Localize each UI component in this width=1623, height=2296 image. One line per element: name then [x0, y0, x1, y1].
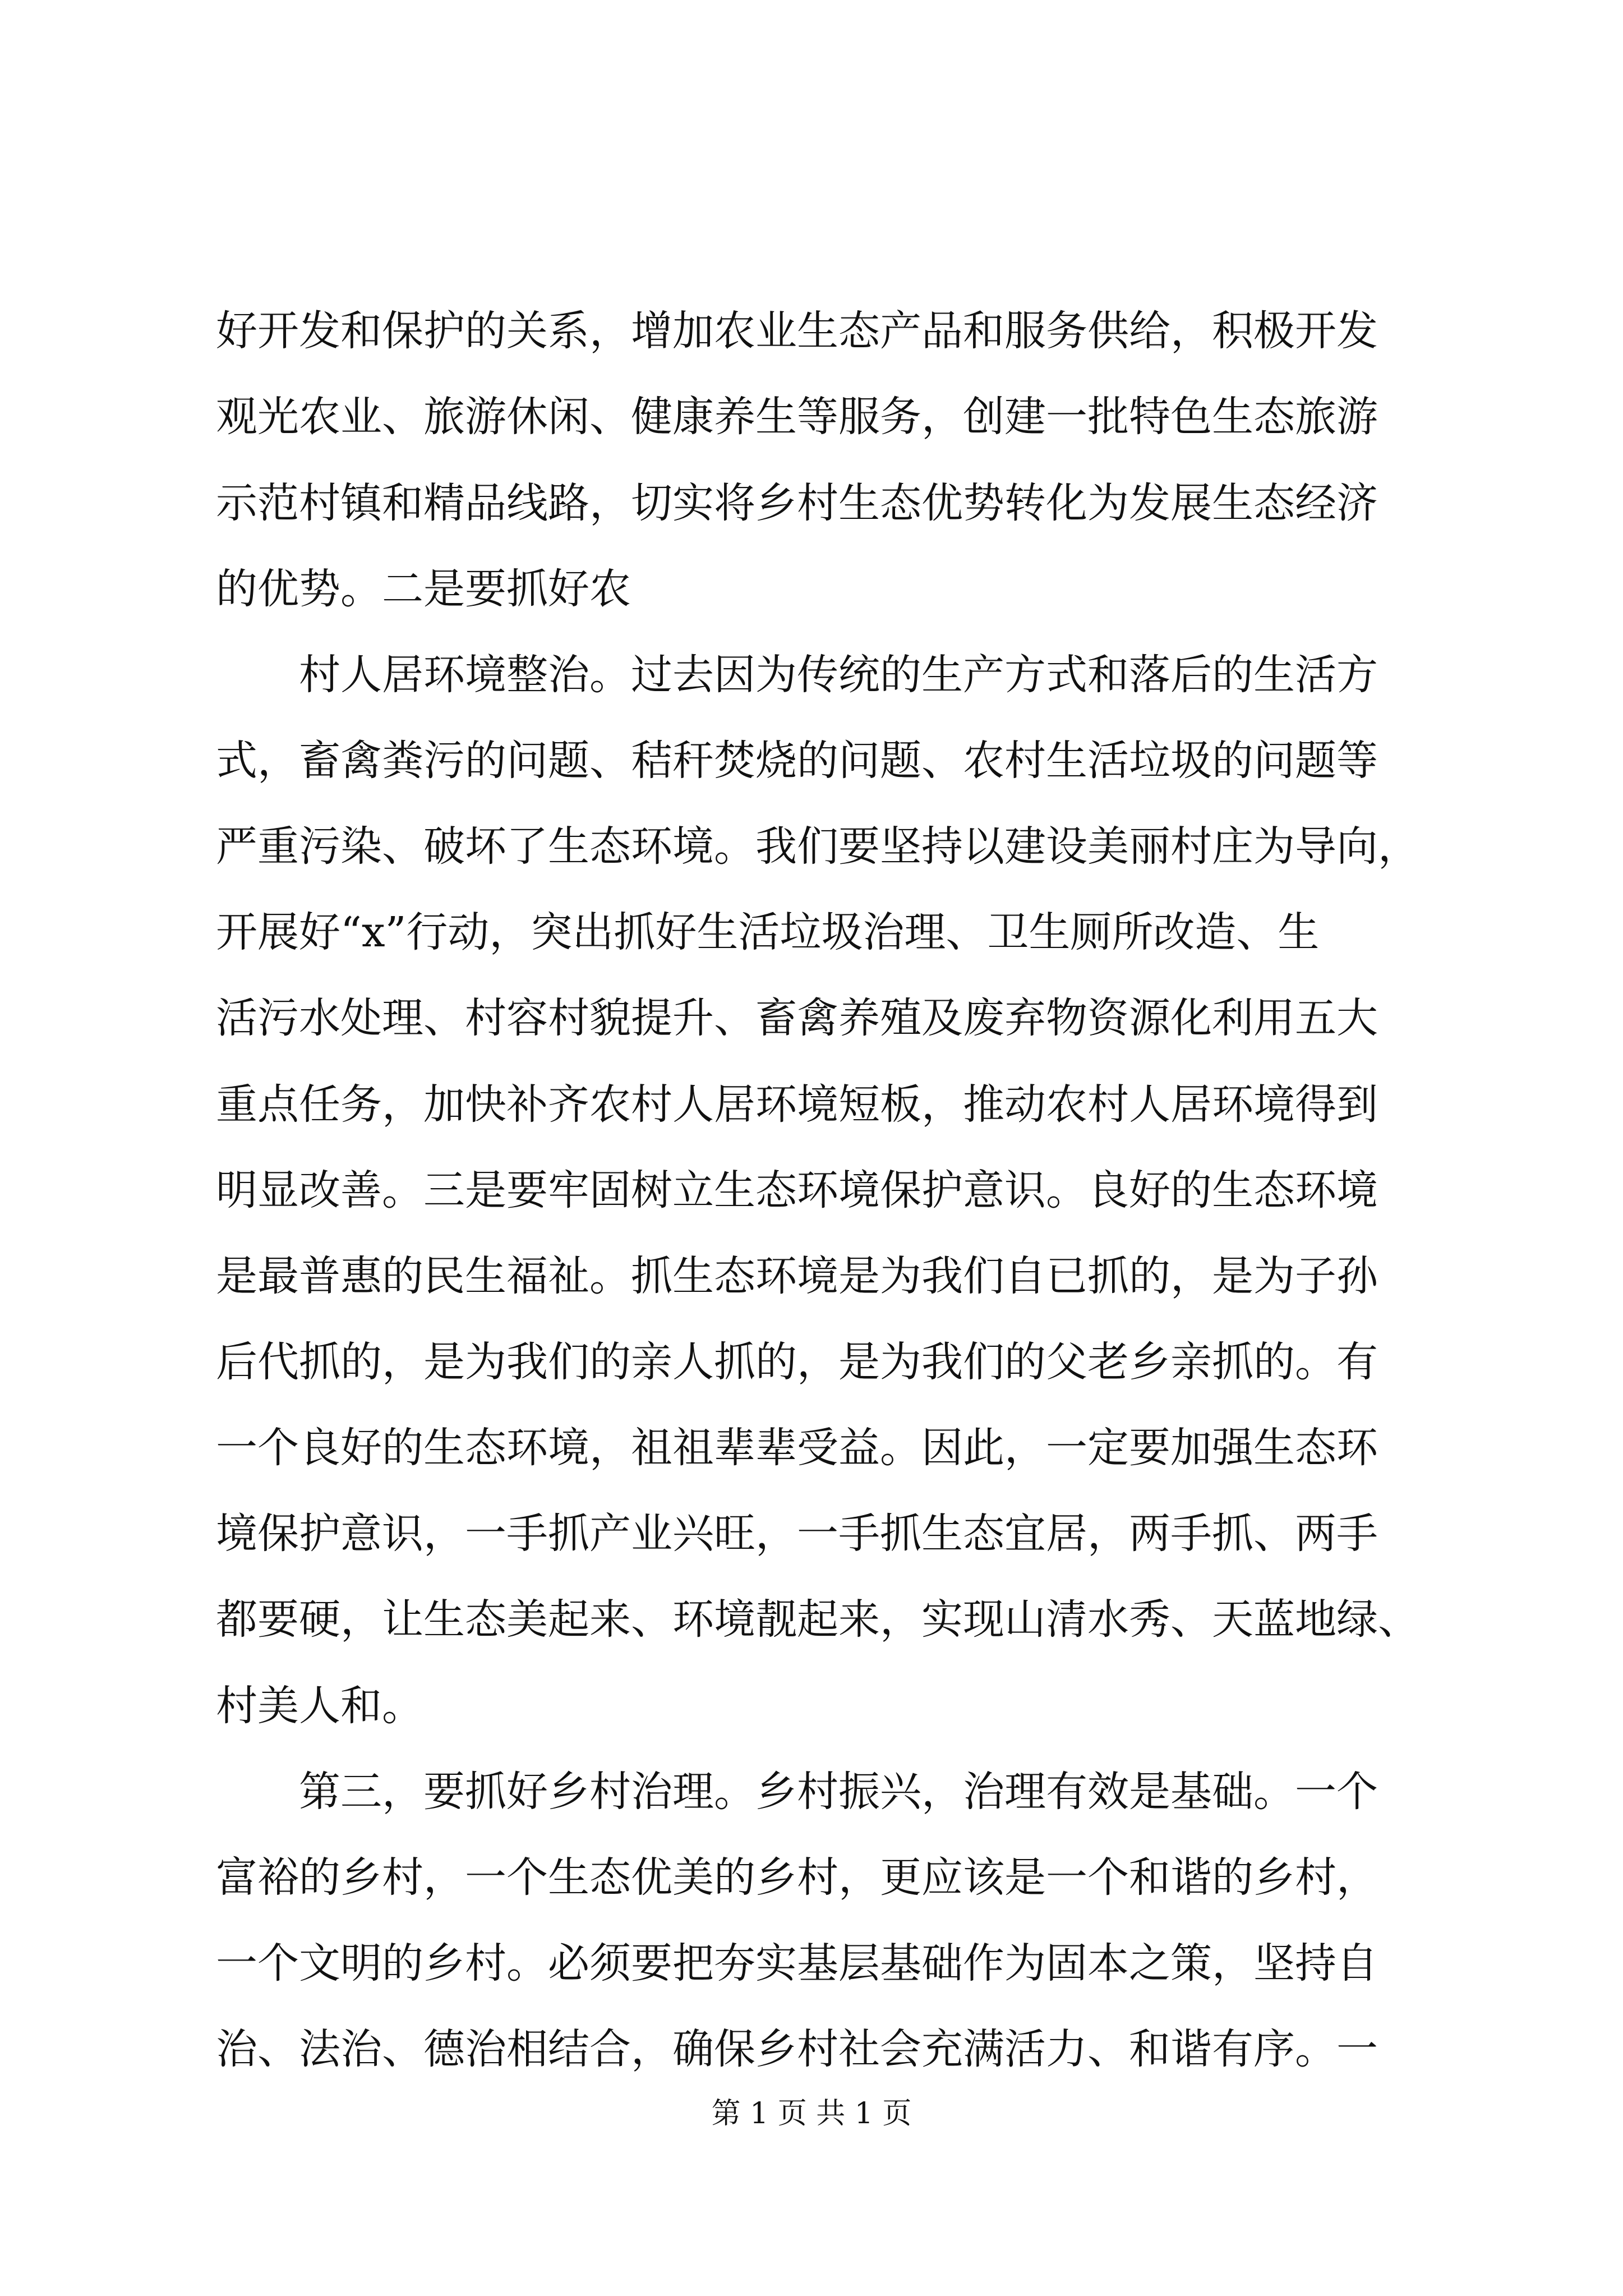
text-line: 治、法治、德治相结合，确保乡村社会充满活力、和谐有序。一	[216, 2025, 1378, 2073]
text-line: 好开发和保护的关系，增加农业生态产品和服务供给，积极开发	[216, 307, 1378, 355]
text-line: 富裕的乡村，一个生态优美的乡村，更应该是一个和谐的乡村，	[216, 1853, 1378, 1902]
text-line: 一个文明的乡村。必须要把夯实基层基础作为固本之策，坚持自	[216, 1939, 1378, 1987]
text-line: 重点任务，加快补齐农村人居环境短板，推动农村人居环境得到	[216, 1080, 1378, 1129]
text-line: 境保护意识，一手抓产业兴旺，一手抓生态宜居，两手抓、两手	[216, 1510, 1378, 1558]
text-line: 开展好“x”行动，突出抓好生活垃圾治理、卫生厕所改造、生	[216, 908, 1320, 956]
text-line: 式，畜禽粪污的问题、秸秆焚烧的问题、农村生活垃圾的问题等	[216, 737, 1378, 785]
text-line: 示范村镇和精品线路，切实将乡村生态优势转化为发展生态经济	[216, 479, 1378, 527]
paragraph-first-line: 第三，要抓好乡村治理。乡村振兴，治理有效是基础。一个	[299, 1768, 1378, 1816]
text-line: 观光农业、旅游休闲、健康养生等服务，创建一批特色生态旅游	[216, 393, 1378, 441]
paragraph-first-line: 村人居环境整治。过去因为传统的生产方式和落后的生活方	[299, 651, 1378, 699]
text-line: 是最普惠的民生福祉。抓生态环境是为我们自已抓的，是为子孙	[216, 1252, 1378, 1300]
text-line: 村美人和。	[216, 1682, 423, 1730]
text-line: 明显改善。三是要牢固树立生态环境保护意识。良好的生态环境	[216, 1166, 1378, 1214]
text-line: 一个良好的生态环境，祖祖辈辈受益。因此，一定要加强生态环	[216, 1424, 1378, 1472]
text-line: 后代抓的，是为我们的亲人抓的，是为我们的父老乡亲抓的。有	[216, 1338, 1378, 1386]
text-line: 严重污染、破坏了生态环境。我们要坚持以建设美丽村庄为导向，	[216, 822, 1419, 871]
page-footer: 第 1 页 共 1 页	[711, 2097, 912, 2131]
text-line: 活污水处理、村容村貌提升、畜禽养殖及废弃物资源化利用五大	[216, 994, 1378, 1042]
text-line: 都要硬，让生态美起来、环境靓起来，实现山清水秀、天蓝地绿、	[216, 1595, 1419, 1644]
text-line: 的优势。二是要抓好农	[216, 565, 631, 613]
